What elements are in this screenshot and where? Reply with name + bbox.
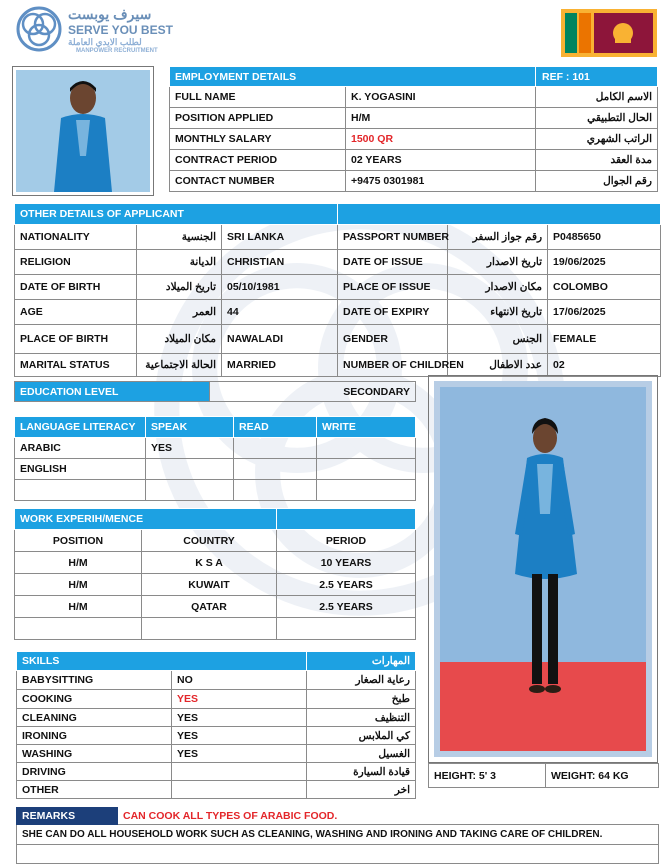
skill-arabic: الغسيل xyxy=(307,745,416,763)
skill-name: COOKING xyxy=(17,690,172,709)
skills-table xyxy=(16,651,416,799)
write-header: WRITE xyxy=(317,417,416,438)
sri-lanka-flag xyxy=(561,9,657,57)
brand-arabic-name: سيرف يوبست xyxy=(68,6,152,22)
place-of-issue-label: PLACE OF ISSUE xyxy=(338,275,448,300)
skill-name: WASHING xyxy=(17,745,172,763)
work-empty xyxy=(15,618,142,640)
dob-label: DATE OF BIRTH xyxy=(15,275,137,300)
skill-value: NO xyxy=(172,671,307,690)
education-table xyxy=(14,381,416,402)
marital-label: MARITAL STATUS xyxy=(15,354,137,377)
religion-value: CHRISTIAN xyxy=(222,250,338,275)
skill-value xyxy=(172,781,307,799)
skill-arabic: اخر xyxy=(307,781,416,799)
expiry-value: 17/06/2025 xyxy=(548,300,661,325)
applicant-photo-large xyxy=(428,375,658,763)
gender-label: GENDER xyxy=(338,325,448,354)
work-country: QATAR xyxy=(142,596,277,618)
work-period: 2.5 YEARS xyxy=(277,596,416,618)
other-details-header: OTHER DETAILS OF APPLICANT xyxy=(15,204,338,225)
issue-date-label: DATE OF ISSUE xyxy=(338,250,448,275)
remarks-empty xyxy=(17,845,659,864)
skills-header: SKILLS xyxy=(17,652,307,671)
skill-arabic: قيادة السيارة xyxy=(307,763,416,781)
work-experience-table xyxy=(14,508,416,640)
applicant-photo-small xyxy=(12,66,154,196)
marital-value: MARRIED xyxy=(222,354,338,377)
language-header: LANGUAGE LITERACY xyxy=(15,417,146,438)
contact-label: CONTACT NUMBER xyxy=(170,171,346,192)
place-of-issue-arabic: مكان الاصدار xyxy=(448,275,548,300)
full-name-label: FULL NAME xyxy=(170,87,346,108)
brand-tagline: MANPOWER RECRUITMENT xyxy=(76,48,158,54)
skill-arabic: طبخ xyxy=(307,690,416,709)
religion-label: RELIGION xyxy=(15,250,137,275)
contact-arabic: رقم الجوال xyxy=(536,171,658,192)
salary-arabic: الراتب الشهري xyxy=(536,129,658,150)
skill-value xyxy=(172,763,307,781)
passport-arabic: رقم جواز السفر xyxy=(448,225,548,250)
work-period: 2.5 YEARS xyxy=(277,574,416,596)
place-of-issue-value: COLOMBO xyxy=(548,275,661,300)
education-label: EDUCATION LEVEL xyxy=(15,382,210,402)
work-position: H/M xyxy=(15,552,142,574)
passport-label: PASSPORT NUMBER xyxy=(338,225,448,250)
work-position: H/M xyxy=(15,596,142,618)
position-value: H/M xyxy=(346,108,536,129)
skill-arabic: رعاية الصغار xyxy=(307,671,416,690)
children-arabic: عدد الاطفال xyxy=(448,354,548,377)
other-details-table xyxy=(14,203,661,377)
brand-english-name: SERVE YOU BEST xyxy=(68,23,173,37)
full-name-value: K. YOGASINI xyxy=(346,87,536,108)
contract-label: CONTRACT PERIOD xyxy=(170,150,346,171)
arabic-speak: YES xyxy=(146,438,234,459)
contract-arabic: مدة العقد xyxy=(536,150,658,171)
birthplace-arabic: مكان الميلاد xyxy=(137,325,222,354)
expiry-arabic: تاريخ الانتهاء xyxy=(448,300,548,325)
person-image xyxy=(16,70,150,192)
dob-value: 05/10/1981 xyxy=(222,275,338,300)
measurements-table xyxy=(428,763,659,788)
arabic-write xyxy=(317,438,416,459)
employment-details-table xyxy=(169,66,658,192)
remarks-label: REMARKS xyxy=(17,808,118,825)
skill-name: IRONING xyxy=(17,727,172,745)
skill-name: OTHER xyxy=(17,781,172,799)
work-country: KUWAIT xyxy=(142,574,277,596)
read-header: READ xyxy=(234,417,317,438)
work-header: WORK EXPERIH/MENCE xyxy=(15,509,277,530)
religion-arabic: الديانة xyxy=(137,250,222,275)
language-arabic: ARABIC xyxy=(15,438,146,459)
weight-value: WEIGHT: 64 KG xyxy=(546,764,659,788)
english-speak xyxy=(146,459,234,480)
skill-arabic: كي الملابس xyxy=(307,727,416,745)
skills-header-arabic: المهارات xyxy=(307,652,416,671)
skill-name: BABYSITTING xyxy=(17,671,172,690)
reference-number: REF : 101 xyxy=(536,67,658,87)
logo-icon xyxy=(16,6,62,52)
language-empty xyxy=(15,480,146,501)
brand-arabic-tagline: لطلب الايدي العاملة xyxy=(68,37,142,47)
nationality-value: SRI LANKA xyxy=(222,225,338,250)
issue-date-value: 19/06/2025 xyxy=(548,250,661,275)
english-write xyxy=(317,459,416,480)
contact-value: +9475 0301981 xyxy=(346,171,536,192)
language-table xyxy=(14,416,416,501)
full-body-photo xyxy=(437,384,649,754)
age-value: 44 xyxy=(222,300,338,325)
issue-date-arabic: تاريخ الاصدار xyxy=(448,250,548,275)
height-value: HEIGHT: 5' 3 xyxy=(429,764,546,788)
country-column: COUNTRY xyxy=(142,530,277,552)
remarks-text: SHE CAN DO ALL HOUSEHOLD WORK SUCH AS CLEANING, WASHING AND IRONING AND TAKING CARE OF CHILDREN. xyxy=(17,825,659,845)
salary-label: MONTHLY SALARY xyxy=(170,129,346,150)
birthplace-value: NAWALADI xyxy=(222,325,338,354)
marital-arabic: الحالة الاجتماعية xyxy=(137,354,222,377)
children-value: 02 xyxy=(548,354,661,377)
arabic-read xyxy=(234,438,317,459)
english-read xyxy=(234,459,317,480)
gender-arabic: الجنس xyxy=(448,325,548,354)
skill-value: YES xyxy=(172,690,307,709)
expiry-label: DATE OF EXPIRY xyxy=(338,300,448,325)
remarks-table xyxy=(16,807,659,864)
passport-value: P0485650 xyxy=(548,225,661,250)
company-logo xyxy=(16,6,186,56)
position-arabic: الحال التطبيقي xyxy=(536,108,658,129)
work-position: H/M xyxy=(15,574,142,596)
work-header-blank xyxy=(277,509,416,530)
remarks-highlight: CAN COOK ALL TYPES OF ARABIC FOOD. xyxy=(123,809,338,822)
position-column: POSITION xyxy=(15,530,142,552)
work-country: K S A xyxy=(142,552,277,574)
full-name-arabic: الاسم الكامل xyxy=(536,87,658,108)
skill-arabic: التنظيف xyxy=(307,709,416,727)
dob-arabic: تاريخ الميلاد xyxy=(137,275,222,300)
skill-name: DRIVING xyxy=(17,763,172,781)
skill-value: YES xyxy=(172,745,307,763)
age-label: AGE xyxy=(15,300,137,325)
skill-name: CLEANING xyxy=(17,709,172,727)
age-arabic: العمر xyxy=(137,300,222,325)
nationality-arabic: الجنسية xyxy=(137,225,222,250)
work-period: 10 YEARS xyxy=(277,552,416,574)
gender-value: FEMALE xyxy=(548,325,661,354)
birthplace-label: PLACE OF BIRTH xyxy=(15,325,137,354)
children-label: NUMBER OF CHILDREN xyxy=(338,354,448,377)
skill-value: YES xyxy=(172,727,307,745)
position-label: POSITION APPLIED xyxy=(170,108,346,129)
other-details-header-blank xyxy=(338,204,661,225)
speak-header: SPEAK xyxy=(146,417,234,438)
contract-value: 02 YEARS xyxy=(346,150,536,171)
skill-value: YES xyxy=(172,709,307,727)
salary-value: 1500 QR xyxy=(346,129,536,150)
period-column: PERIOD xyxy=(277,530,416,552)
nationality-label: NATIONALITY xyxy=(15,225,137,250)
language-english: ENGLISH xyxy=(15,459,146,480)
employment-header: EMPLOYMENT DETAILS xyxy=(170,67,536,87)
education-value: SECONDARY xyxy=(210,382,416,402)
